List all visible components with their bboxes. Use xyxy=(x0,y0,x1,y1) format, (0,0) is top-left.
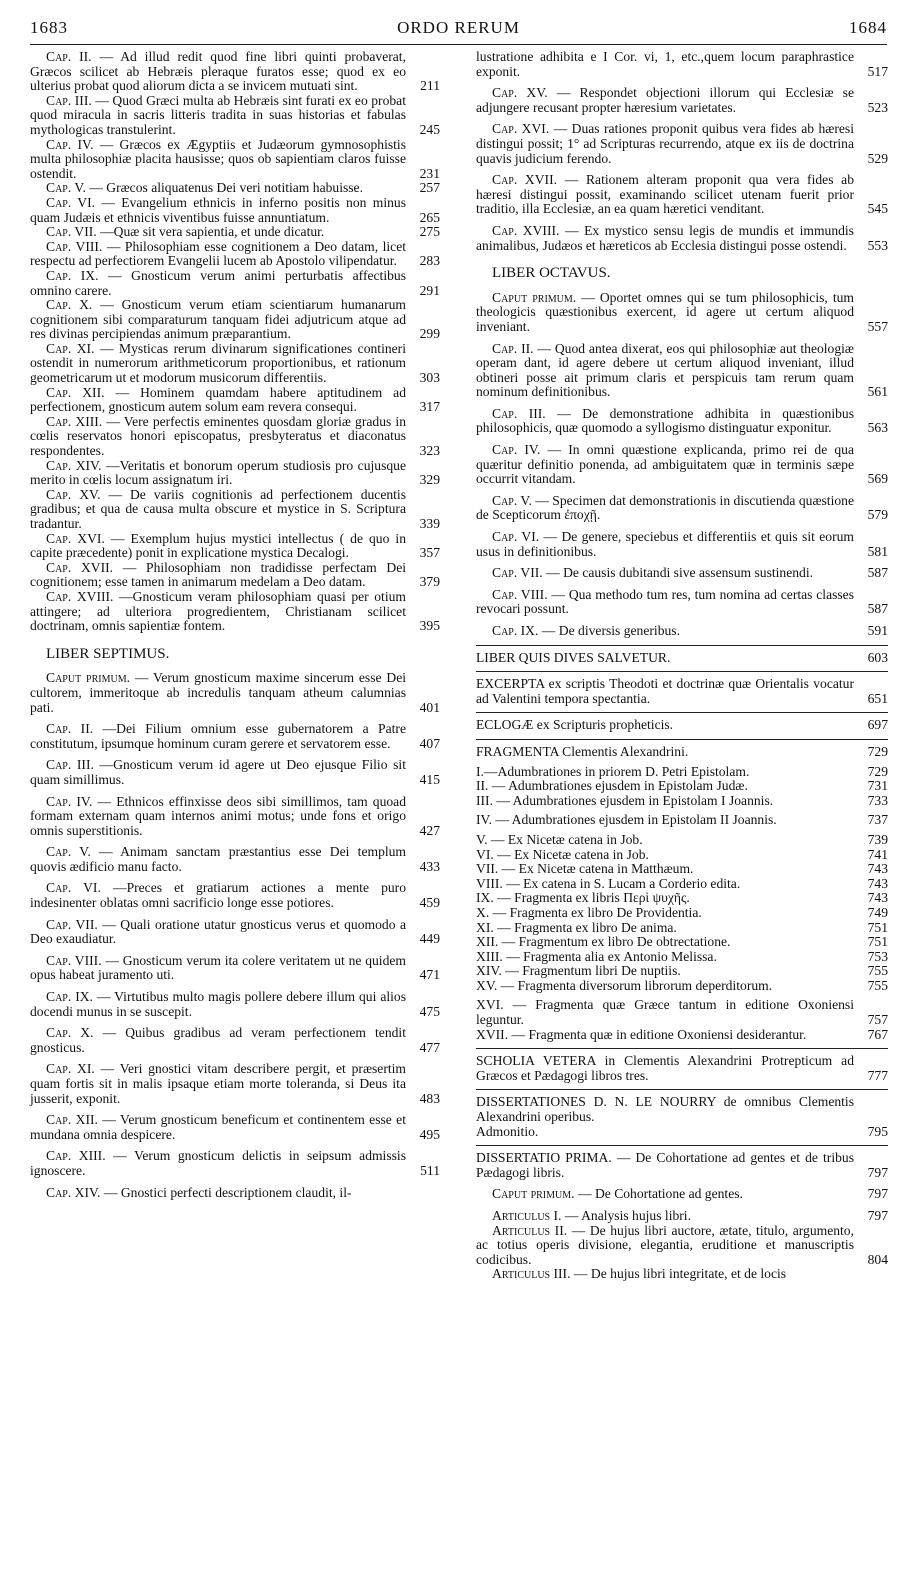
toc-entry xyxy=(30,918,440,947)
chapter-label: Cap. XV. xyxy=(492,85,548,101)
chapter-summary: —Gnosticum verum id agere ut Deo ejusque Filio sit quam simillimus. xyxy=(30,757,406,787)
toc-entry xyxy=(30,1062,440,1106)
chapter-label: Cap. VIII. xyxy=(46,952,102,968)
divider-rule xyxy=(476,645,888,646)
page-ref: 257 xyxy=(419,180,440,196)
page-ref: 587 xyxy=(867,565,888,581)
page-ref: 749 xyxy=(867,904,888,920)
page-ref: 427 xyxy=(419,822,440,838)
fragment-title: Admonitio. xyxy=(476,1123,539,1139)
page-ref: 697 xyxy=(867,717,888,733)
page-ref: 755 xyxy=(867,977,888,993)
chapter-summary: — Ex mystico sensu legis de mundis et immundis animalibus, Judæos et hæreticos ab Ecclesia distingui posse ostendi. xyxy=(476,222,854,253)
page-ref: 731 xyxy=(867,778,888,794)
toc-entry xyxy=(30,50,440,94)
chapter-label: Cap. IV. xyxy=(46,793,93,809)
page-ref: 529 xyxy=(867,150,888,166)
toc-entry xyxy=(30,196,440,225)
fragment-entry xyxy=(476,779,888,794)
toc-entry xyxy=(30,590,440,634)
chapter-label: Cap. V. xyxy=(492,492,532,508)
toc-entry xyxy=(476,443,888,487)
page-ref: 587 xyxy=(867,601,888,617)
chapter-summary: — De genere, speciebus et differentiis et quis sit eorum usus in definitionibus. xyxy=(476,529,854,559)
chapter-summary: — Rationem alteram proponit qua vera fides ab hæresi distingui possit, examinando scilicet utenam fuerit prior traditio, illa Ecclesiæ, an ea quam hæretici venditant. xyxy=(476,172,854,217)
fragment-entry xyxy=(476,998,888,1027)
toc-entry xyxy=(476,50,888,79)
page-ref: 211 xyxy=(420,78,440,94)
chapter-label: Cap. XIII. xyxy=(46,1148,106,1164)
chapter-label: Cap. XIII. xyxy=(46,413,103,429)
chapter-summary: — De hujus libri integritate, et de locis xyxy=(573,1266,787,1282)
section-heading: LIBER SEPTIMUS. xyxy=(46,645,170,662)
page-number-right: 1684 xyxy=(849,18,887,37)
chapter-label: Cap. VIII. xyxy=(46,238,103,254)
page-ref: 275 xyxy=(419,224,440,240)
chapter-label: Cap. XVII. xyxy=(46,559,114,575)
chapter-summary: — Qua methodo tum res, tum nomina ad certas classes revocari possunt. xyxy=(476,586,855,617)
toc-entry xyxy=(30,532,440,561)
chapter-label: Cap. XIV. xyxy=(46,1184,101,1200)
page-ref: 433 xyxy=(419,858,440,874)
divider-rule xyxy=(476,1048,888,1049)
chapter-label: Cap. IX. xyxy=(46,267,99,283)
page-ref: 569 xyxy=(867,471,888,487)
toc-entry xyxy=(476,122,888,166)
chapter-label: Articulus III. xyxy=(492,1266,571,1282)
chapter-summary: — Analysis hujus libri. xyxy=(564,1208,691,1223)
page-ref: 797 xyxy=(867,1208,888,1223)
page-ref: 395 xyxy=(419,618,440,634)
toc-entry xyxy=(30,671,440,715)
chapter-summary: — De causis dubitandi sive assensum sustinendi. xyxy=(546,565,814,581)
running-title: ORDO RERUM xyxy=(397,18,520,37)
page-ref: 517 xyxy=(867,63,888,79)
page-ref: 323 xyxy=(419,443,440,459)
chapter-label: Cap. VI. xyxy=(46,194,96,210)
toc-entry xyxy=(476,624,888,639)
toc-entry xyxy=(30,845,440,874)
section-title: DISSERTATIO PRIMA. — De Cohortatione ad gentes et de tribus Pædagogi libris. xyxy=(476,1150,854,1180)
chapter-summary: — Philosophiam non tradidisse perfectam Dei cognitionem; esse tamen in animarum medelam a Deo datam. xyxy=(30,559,407,590)
page-ref: 795 xyxy=(867,1123,888,1139)
toc-entry xyxy=(30,138,440,182)
chapter-label: Cap. X. xyxy=(46,1025,94,1041)
page-ref: 777 xyxy=(867,1067,888,1083)
section-title: LIBER QUIS DIVES SALVETUR. xyxy=(476,649,671,665)
divider-rule xyxy=(476,712,888,713)
toc-entry xyxy=(30,758,440,787)
chapter-summary: — Gnosticum verum ita colere veritatem ut ne quidem opus habeat juramento uti. xyxy=(30,952,406,983)
toc-entry xyxy=(30,1149,440,1178)
toc-entry xyxy=(30,342,440,386)
page-ref: 751 xyxy=(867,919,888,935)
chapter-summary: — Quali oratione utatur gnosticus verus et quomodo a Deo exaudiatur. xyxy=(30,916,406,947)
fragment-entry xyxy=(476,877,888,892)
chapter-summary: —Veritatis et bonorum operum studiosis pro cujusque merito in cœlis locum assignatum iri. xyxy=(30,457,407,488)
section-title: ECLOGÆ ex Scripturis propheticis. xyxy=(476,717,674,733)
chapter-summary: — De diversis generibus. xyxy=(541,623,680,638)
toc-entry xyxy=(30,181,440,196)
page-ref: 581 xyxy=(867,543,888,559)
page-ref: 357 xyxy=(419,545,440,561)
page-ref: 545 xyxy=(867,201,888,217)
fragment-entry xyxy=(476,813,888,828)
toc-entry xyxy=(30,561,440,590)
chapter-summary: — De demonstratione adhibita in quæstionibus philosophicis, quæ quomodo a syllogismo distinguatur exponitur. xyxy=(476,405,854,436)
page-ref: 245 xyxy=(419,121,440,137)
fragment-title: XIII. — Fragmenta alia ex Antonio Melissa. xyxy=(476,948,717,964)
chapter-label: Cap. XI. xyxy=(46,1061,95,1077)
chapter-summary: — De variis cognitionis ad perfectionem ducentis gradibus; et qua de causa multa obscure et mystice in S. Scriptura tradantur. xyxy=(30,486,406,531)
toc-section-entry xyxy=(476,1095,888,1124)
page-ref: 751 xyxy=(867,934,888,950)
page-ref: 283 xyxy=(419,253,440,269)
chapter-summary: — De hujus libri auctore, ætate, titulo, argumento, ac totius operis divisione, elegantia, eruditione et manuscriptis codicibus. xyxy=(476,1222,854,1267)
page-ref: 557 xyxy=(867,318,888,334)
page-ref: 303 xyxy=(419,370,440,386)
page-ref: 317 xyxy=(419,399,440,415)
fragment-title: VII. — Ex Nicetæ catena in Matthæum. xyxy=(476,861,694,877)
chapter-label: Articulus I. xyxy=(492,1208,562,1223)
fragment-entry xyxy=(476,862,888,877)
chapter-summary: — Duas rationes proponit quibus vera fides ab hæresi distingui possit; 1° ad Scripturas recurrendo, atque ex iis de doctrina quavis judicium ferendo. xyxy=(476,121,854,166)
page-ref: 477 xyxy=(419,1039,440,1055)
fragment-entry xyxy=(476,935,888,950)
toc-entry xyxy=(30,240,440,269)
page-ref: 291 xyxy=(419,282,440,298)
right-column xyxy=(476,50,888,1282)
toc-entry xyxy=(30,954,440,983)
toc-entry xyxy=(30,459,440,488)
chapter-summary: — Exemplum hujus mystici intellectus ( de quo in capite præcedente) ponit in explicatione mystica Decalogi. xyxy=(30,530,406,561)
chapter-label: Cap. XVII. xyxy=(492,172,558,188)
toc-section-entry xyxy=(476,745,888,760)
chapter-summary: — Quod Græci multa ab Hebræis sint furati ex eo probat quod miracula in sacris litteris tradita in suas historias et fabulas mythologicas transtulerint. xyxy=(30,92,406,137)
chapter-label: Cap. VI. xyxy=(46,880,101,896)
page-ref: 651 xyxy=(867,690,888,706)
page-ref: 329 xyxy=(419,472,440,488)
chapter-summary: lustratione adhibita e I Cor. vi, 1, etc.,quem locum paraphrastice exponit. xyxy=(476,49,854,79)
chapter-label: Caput primum. xyxy=(492,289,577,305)
chapter-label: Cap. XIV. xyxy=(46,457,102,473)
toc-entry xyxy=(30,298,440,342)
fragment-entry xyxy=(476,891,888,906)
toc-section-entry xyxy=(476,1151,888,1180)
fragment-title: VI. — Ex Nicetæ catena in Job. xyxy=(476,846,649,862)
fragment-entry xyxy=(476,794,888,809)
page-ref: 767 xyxy=(867,1026,888,1042)
divider-rule xyxy=(476,1145,888,1146)
toc-entry xyxy=(476,1187,888,1202)
toc-entry xyxy=(476,407,888,436)
fragment-entry xyxy=(476,848,888,863)
chapter-label: Cap. VI. xyxy=(492,529,540,545)
fragment-title: I.—Adumbrationes in priorem D. Petri Epistolam. xyxy=(476,763,750,779)
header-rule xyxy=(30,44,887,45)
toc-entry xyxy=(30,1026,440,1055)
chapter-summary: — Ethnicos effinxisse deos sibi simillimos, tam quoad formam externam quam internos animi motus; unde fons et origo omnis superstitionis. xyxy=(30,793,407,838)
toc-entry xyxy=(30,1186,440,1201)
page-ref: 553 xyxy=(867,237,888,253)
fragment-title: II. — Adumbrationes ejusdem in Epistolam Judæ. xyxy=(476,778,748,794)
chapter-label: Cap. III. xyxy=(492,405,546,421)
fragment-title: XV. — Fragmenta diversorum librorum deperditorum. xyxy=(476,977,773,993)
chapter-summary: — Respondet objectioni illorum qui Ecclesiæ se adjungere recusant propter hæresium varietates. xyxy=(476,85,854,115)
page-ref: 459 xyxy=(419,895,440,911)
toc-entry xyxy=(476,173,888,217)
chapter-summary: — Gnosticum verum etiam scientiarum humanarum cognitionem sibi comparaturum tanquam fidei adjutricum atque ad res divinas percipiendas animum præparantium. xyxy=(30,297,406,342)
divider-rule xyxy=(476,1089,888,1090)
toc-entry xyxy=(30,795,440,839)
page-ref: 415 xyxy=(419,771,440,787)
toc-entry xyxy=(30,415,440,459)
page-header xyxy=(30,18,887,42)
fragment-title: XVI. — Fragmenta quæ Græce tantum in editione Oxoniensi leguntur. xyxy=(476,997,854,1028)
page-ref: 475 xyxy=(419,1003,440,1019)
chapter-label: Cap. VII. xyxy=(492,565,543,581)
page-ref: 299 xyxy=(419,326,440,342)
toc-entry xyxy=(476,86,888,115)
chapter-summary: —Gnosticum veram philosophiam quasi per otium attingere; ad ulteriora progredientem, Christianam scilicet doctrinam, omnis sapientiæ fontem. xyxy=(30,588,406,634)
toc-entry xyxy=(30,488,440,532)
chapter-summary: — Græcos aliquatenus Dei veri notitiam habuisse. xyxy=(89,180,363,196)
toc-entry xyxy=(30,269,440,298)
page-ref: 603 xyxy=(867,649,888,665)
chapter-summary: — De Cohortatione ad gentes. xyxy=(577,1186,743,1202)
page-ref: 743 xyxy=(867,875,888,891)
page-ref: 591 xyxy=(867,623,888,638)
chapter-label: Cap. XVIII. xyxy=(46,588,114,604)
page-ref: 563 xyxy=(867,420,888,436)
fragment-entry xyxy=(476,964,888,979)
page-ref: 737 xyxy=(867,812,888,828)
chapter-label: Cap. V. xyxy=(46,180,86,196)
page-ref: 753 xyxy=(867,948,888,964)
chapter-summary: — Mysticas rerum divinarum significationes contineri ostendit in numerorum arithmeticorum proportionibus, et rationum geometricarum ut et modorum musicorum differentiis. xyxy=(30,340,406,386)
chapter-summary: — Specimen dat demonstrationis in discutienda quæstione de Scepticorum ἐποχῇ. xyxy=(476,492,854,523)
toc-entry xyxy=(476,530,888,559)
chapter-summary: — Gnostici perfecti descriptionem claudit, il- xyxy=(103,1184,352,1200)
toc-entry xyxy=(30,1113,440,1142)
toc-entry xyxy=(476,1267,888,1282)
page-ref: 741 xyxy=(867,846,888,862)
chapter-summary: — Gnosticum verum animi perturbatis affectibus omnino carere. xyxy=(30,267,406,298)
chapter-summary: — Græcos ex Ægyptiis et Judæorum gymnosophistis multa philosophiæ placita hausisse; quos ob sapientiam claros fuisse ostendit. xyxy=(30,136,406,181)
chapter-label: Cap. X. xyxy=(46,297,93,313)
chapter-summary: — Quod antea dixerat, eos qui philosophiæ aut theologiæ operam dant, id agere debere ut certum aliquod inveniant, illud obtineri posse ait primum claris et perspicuis tam rerum quam nominum definitionibus. xyxy=(476,340,854,400)
chapter-summary: — Evangelium ethnicis in inferno positis non minus quam Judæis et ethnicis viventibus fuisse annuntiatum. xyxy=(30,194,406,225)
page-ref: 407 xyxy=(419,735,440,751)
toc-section-entry xyxy=(476,651,888,666)
chapter-label: Cap. III. xyxy=(46,92,92,108)
divider-rule xyxy=(476,671,888,672)
page-ref: 797 xyxy=(867,1186,888,1202)
fragment-entry xyxy=(476,1125,888,1140)
page-ref: 729 xyxy=(867,743,888,759)
chapter-label: Cap. XI. xyxy=(46,340,95,356)
page-ref: 579 xyxy=(867,507,888,523)
chapter-summary: — Verum gnosticum maxime sincerum esse Dei cultorem, immeritoque ab incredulis tanquam atheum calumnias pati. xyxy=(30,670,407,715)
chapter-summary: — Vere perfectis eminentes quosdam gloriæ gradus in cœlis reservatos honori episcopatus, presbyteratus et diaconatus respondentes. xyxy=(30,413,406,459)
chapter-summary: — Oportet omnes qui se tum philosophicis, tum theologicis quæstionibus exercent, id agere ut certum aliquod inveniant. xyxy=(476,289,854,334)
toc-section-entry xyxy=(476,1054,888,1083)
fragment-entry xyxy=(476,950,888,965)
fragment-title: X. — Fragmenta ex libro De Providentia. xyxy=(476,904,702,920)
fragment-title: IV. — Adumbrationes ejusdem in Epistolam II Joannis. xyxy=(476,812,777,828)
left-column xyxy=(30,50,440,1200)
fragment-title: XIV. — Fragmentum libri De nuptiis. xyxy=(476,963,681,979)
chapter-label: Cap. XVIII. xyxy=(492,222,560,238)
chapter-summary: — Quibus gradibus ad veram perfectionem tendit gnosticus. xyxy=(30,1025,406,1055)
page-ref: 495 xyxy=(419,1126,440,1142)
page-number-left: 1683 xyxy=(30,18,68,37)
toc-entry xyxy=(476,588,888,617)
page-ref: 231 xyxy=(419,165,440,181)
chapter-label: Cap. XVI. xyxy=(46,530,105,546)
chapter-label: Articulus II. xyxy=(492,1222,568,1238)
fragment-entry xyxy=(476,906,888,921)
chapter-summary: — Philosophiam esse cognitionem a Deo datam, licet respectu ad perfectiorem Evangelii lucem ab Apostolo vilipendatur. xyxy=(30,238,407,269)
chapter-label: Cap. VIII. xyxy=(492,586,548,602)
page-ref: 483 xyxy=(419,1090,440,1106)
chapter-label: Cap. II. xyxy=(46,49,92,64)
chapter-label: Cap. IX. xyxy=(46,989,93,1005)
page-ref: 743 xyxy=(867,861,888,877)
chapter-summary: — Ad illud redit quod fine libri quinti probaverat, Græcos scilicet ab Hebræis pleraque furatos esse; quod ex eo ulterius probat quod aliorum dicta a se invicem mutuati sint. xyxy=(30,49,406,94)
chapter-label: Cap. XII. xyxy=(46,1112,98,1128)
fragment-entry xyxy=(476,921,888,936)
fragment-title: III. — Adumbrationes ejusdem in Epistolam I Joannis. xyxy=(476,792,774,808)
toc-entry xyxy=(30,386,440,415)
chapter-label: Cap. V. xyxy=(46,844,91,860)
chapter-summary: — Verum gnosticum delictis in seipsum admissis ignoscere. xyxy=(30,1148,406,1178)
page-ref: 729 xyxy=(867,763,888,779)
page-ref: 401 xyxy=(419,699,440,715)
toc-entry xyxy=(476,342,888,400)
page-ref: 379 xyxy=(419,574,440,590)
page-ref: 511 xyxy=(420,1162,440,1178)
section-title: FRAGMENTA Clementis Alexandrini. xyxy=(476,743,689,759)
page-ref: 733 xyxy=(867,792,888,808)
chapter-label: Caput primum. xyxy=(46,670,130,686)
chapter-label: Cap. XVI. xyxy=(492,121,550,137)
chapter-label: Cap. II. xyxy=(46,721,94,737)
chapter-summary: — Virtutibus multo magis pollere debere illum qui alios docendi munus in se suscepit. xyxy=(30,989,406,1019)
toc-entry xyxy=(30,990,440,1019)
page-ref: 449 xyxy=(419,931,440,947)
fragment-entry xyxy=(476,833,888,848)
chapter-summary: — Veri gnostici vitam describere pergit, et præsertim quam fortis sit in malis ipsaque etiam morte toleranda, si Deus ita jusserit, exponit. xyxy=(30,1061,406,1106)
chapter-label: Cap. XII. xyxy=(46,384,105,400)
fragment-entry xyxy=(476,765,888,780)
page-ref: 561 xyxy=(867,384,888,400)
chapter-summary: —Dei Filium omnium esse gubernatorem a Patre constitutum, ipsumque hominum curam gerere et servatorem esse. xyxy=(30,721,406,751)
page-ref: 797 xyxy=(867,1164,888,1180)
chapter-label: Cap. VII. xyxy=(46,224,97,240)
toc-entry xyxy=(30,881,440,910)
chapter-label: Cap. XV. xyxy=(46,486,101,502)
divider-rule xyxy=(476,739,888,740)
page-ref: 739 xyxy=(867,831,888,847)
page-ref: 757 xyxy=(867,1012,888,1028)
toc-entry xyxy=(30,94,440,138)
chapter-summary: — Hominem quamdam habere aptitudinem ad perfectionem, gnosticum autem solum eam revera consequi. xyxy=(30,384,407,415)
page-ref: 804 xyxy=(867,1251,888,1267)
toc-entry xyxy=(476,494,888,523)
page-ref: 755 xyxy=(867,963,888,979)
toc-section-entry xyxy=(476,677,888,706)
chapter-label: Cap. III. xyxy=(46,757,94,773)
fragment-title: XII. — Fragmentum ex libro De obtrectatione. xyxy=(476,934,731,950)
toc-entry xyxy=(476,1209,888,1224)
page-ref: 743 xyxy=(867,890,888,906)
toc-entry xyxy=(476,291,888,335)
chapter-summary: —Preces et gratiarum actiones a mente puro indesinenter oblatas omni sacrificio longe esse potiores. xyxy=(30,880,406,911)
fragment-title: XI. — Fragmenta ex libro De anima. xyxy=(476,919,677,935)
section-title: DISSERTATIONES D. N. LE NOURRY de omnibus Clementis Alexandrini operibus. xyxy=(476,1094,854,1125)
fragment-entry xyxy=(476,1028,888,1043)
section-title: EXCERPTA ex scriptis Theodoti et doctrinæ quæ Orientalis vocatur ad Valentini tempora spectantia. xyxy=(476,676,854,706)
page-ref: 523 xyxy=(867,99,888,115)
toc-entry xyxy=(30,225,440,240)
page-ref: 339 xyxy=(419,516,440,531)
page-ref: 265 xyxy=(419,209,440,225)
toc-entry xyxy=(476,224,888,253)
chapter-summary: — Animam sanctam præstantius esse Dei templum quovis ædificio manu facto. xyxy=(30,844,407,874)
chapter-summary: —Quæ sit vera sapientia, et unde dicatur. xyxy=(100,224,325,240)
chapter-summary: — Verum gnosticum beneficum et continentem esse et mundana omnia despicere. xyxy=(30,1112,406,1142)
section-title: SCHOLIA VETERA in Clementis Alexandrini Protrepticum ad Græcos et Pædagogi libros tres. xyxy=(476,1053,854,1083)
fragment-title: VIII. — Ex catena in S. Lucam a Corderio edita. xyxy=(476,875,741,891)
toc-section-entry xyxy=(476,718,888,733)
toc-entry xyxy=(476,566,888,581)
chapter-label: Cap. II. xyxy=(492,340,534,356)
toc-entry xyxy=(30,722,440,751)
toc-entry xyxy=(476,1224,888,1268)
chapter-label: Cap. IV. xyxy=(492,442,541,458)
fragment-title: V. — Ex Nicetæ catena in Job. xyxy=(476,831,643,847)
page-ref: 471 xyxy=(419,967,440,983)
chapter-summary: — In omni quæstione explicanda, primo rei de qua quæritur definitio ponenda, ad ambiguitatem quæ in terminis sæpe occurrit vitandam. xyxy=(476,442,854,487)
fragment-title: IX. — Fragmenta ex libris Περὶ ψυχῆς. xyxy=(476,890,690,906)
fragment-entry xyxy=(476,979,888,994)
chapter-label: Caput primum. xyxy=(492,1186,575,1202)
chapter-label: Cap. IV. xyxy=(46,136,94,152)
section-heading: LIBER OCTAVUS. xyxy=(492,265,611,282)
chapter-label: Cap. IX. xyxy=(492,623,539,638)
fragment-title: XVII. — Fragmenta quæ in editione Oxoniensi desiderantur. xyxy=(476,1026,807,1042)
chapter-label: Cap. VII. xyxy=(46,916,98,932)
